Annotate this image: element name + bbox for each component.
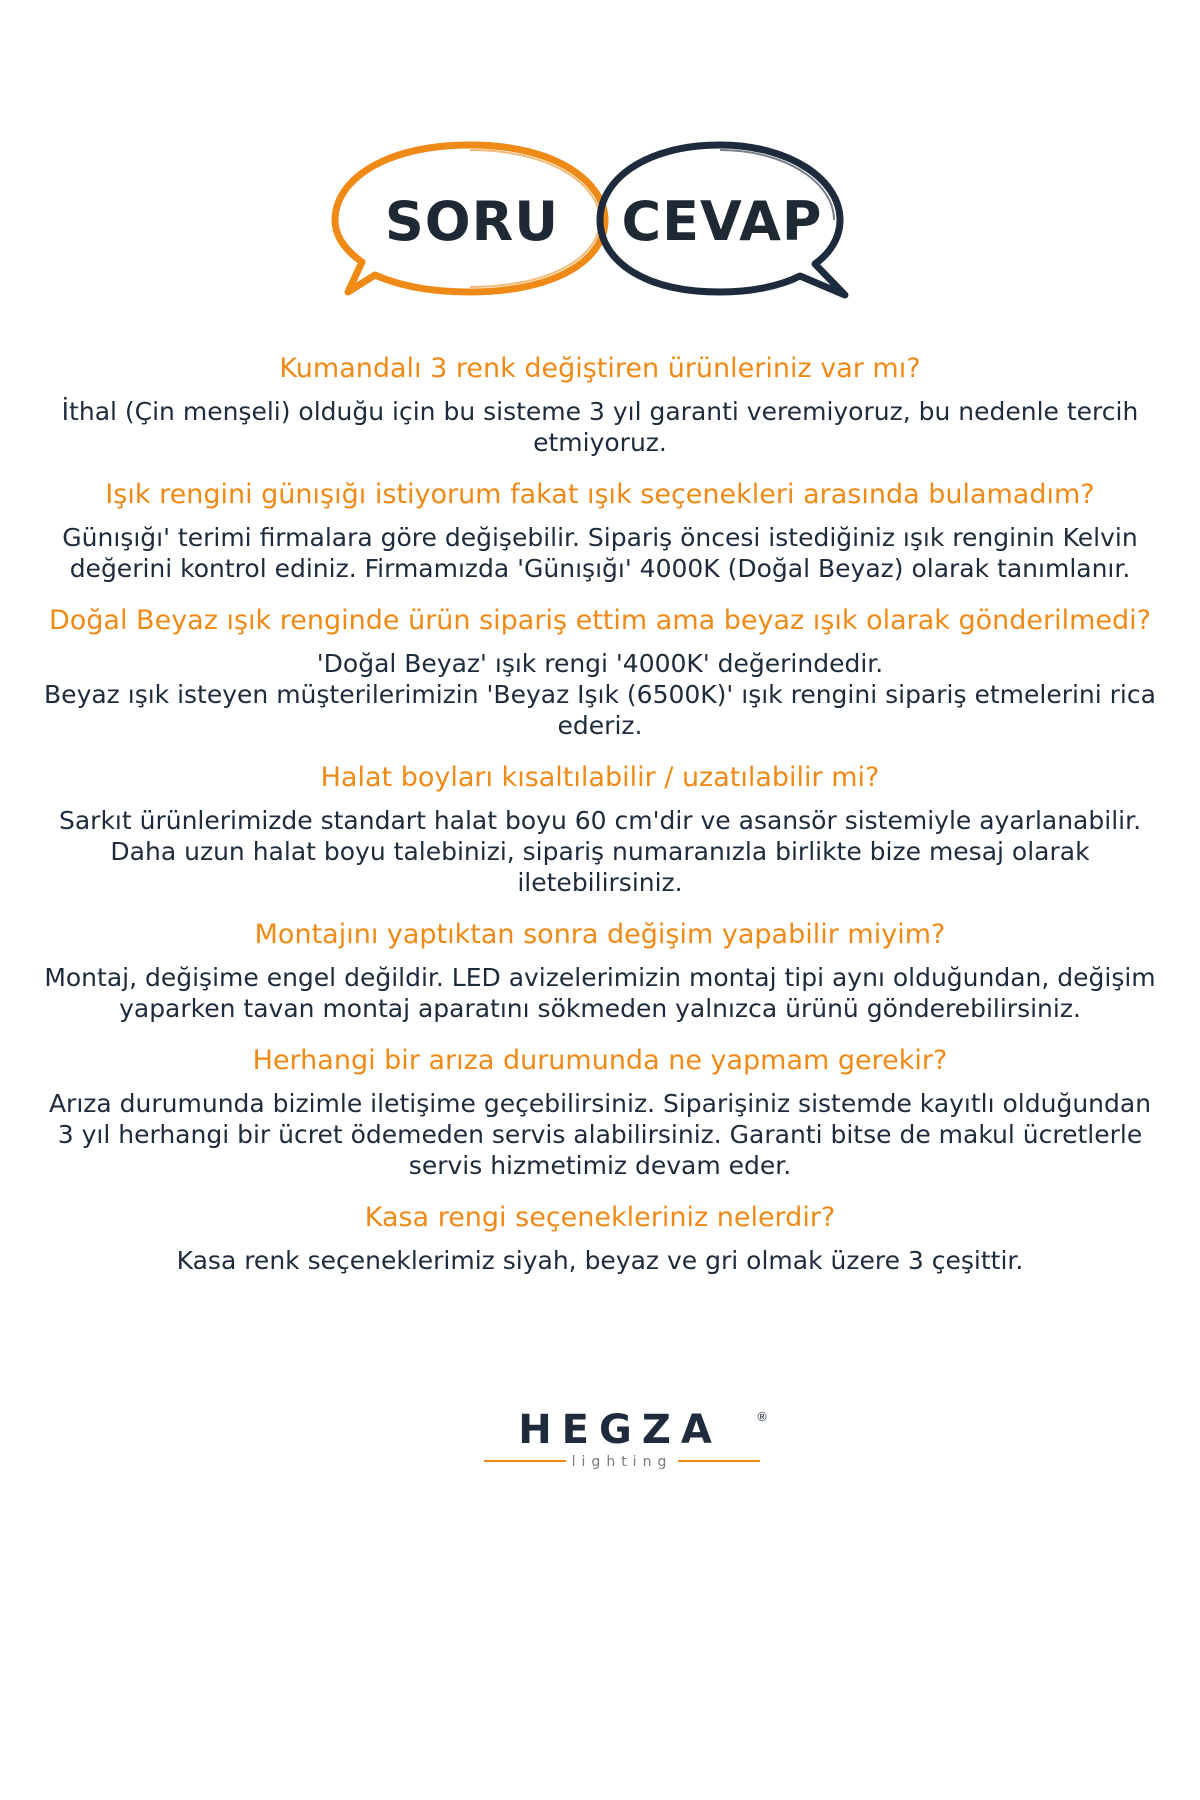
faq-answer-line: Sarkıt ürünlerimizde standart halat boyu 60 cm'dir ve asansör sistemiyle ayarlanabilir. Daha uzun halat boyu talebinizi, sipariş numaranızla birlikte bize mesaj olarak iletebilirsiniz.	[58, 806, 1142, 897]
faq-item	[20, 1044, 1180, 1181]
faq-question: Kasa rengi seçenekleriniz nelerdir?	[364, 1202, 836, 1233]
faq-answer-line: Günışığı' terimi firmalara göre değişebilir. Sipariş öncesi istediğiniz ışık renginin Kelvin değerini kontrol ediniz. Firmamızda 'Günışığı' 4000K (Doğal Beyaz) olarak tanımlanır.	[62, 523, 1138, 583]
faq-item	[20, 761, 1180, 898]
faq-item	[20, 604, 1180, 741]
faq-list	[20, 352, 1180, 1296]
faq-question: Işık rengini günışığı istiyorum fakat ışık seçenekleri arasında bulamadım?	[105, 479, 1095, 510]
faq-question: Herhangi bir arıza durumunda ne yapmam gerekir?	[252, 1045, 948, 1076]
faq-answer	[20, 962, 1180, 1024]
faq-answer-line: Montaj, değişime engel değildir. LED avizelerimizin montaj tipi aynı olduğundan, değişim yaparken tavan montaj aparatını sökmeden yalnızca ürünü gönderebilirsiniz.	[44, 963, 1156, 1023]
soru-bubble	[335, 145, 605, 292]
faq-item	[20, 1201, 1180, 1276]
faq-answer-line: 'Doğal Beyaz' ışık rengi '4000K' değerindedir.	[316, 649, 884, 678]
faq-question: Doğal Beyaz ışık renginde ürün sipariş ettim ama beyaz ışık olarak gönderilmedi?	[48, 605, 1152, 636]
logo-registered-mark: ®	[756, 1410, 768, 1424]
faq-answer-line: İthal (Çin menşeli) olduğu için bu sisteme 3 yıl garanti veremiyoruz, bu nedenle tercih etmiyoruz.	[61, 397, 1139, 457]
faq-answer-line: Kasa renk seçeneklerimiz siyah, beyaz ve gri olmak üzere 3 çeşittir.	[176, 1246, 1024, 1275]
faq-answer	[20, 522, 1180, 584]
faq-answer	[20, 805, 1180, 898]
logo-wordmark: HEGZA	[518, 1407, 722, 1453]
faq-answer-line: Beyaz ışık isteyen müşterilerimizin 'Beyaz Işık (6500K)' ışık rengini sipariş etmelerini rica ederiz.	[44, 680, 1156, 740]
faq-answer	[20, 1088, 1180, 1181]
faq-item	[20, 918, 1180, 1024]
soru-label: SORU	[384, 190, 560, 253]
faq-question: Montajını yaptıktan sonra değişim yapabilir miyim?	[254, 919, 946, 950]
faq-question: Kumandalı 3 renk değiştiren ürünleriniz var mı?	[279, 353, 921, 384]
cevap-label: CEVAP	[621, 190, 823, 253]
hegza-logo	[480, 1405, 768, 1475]
faq-answer-line: Arıza durumunda bizimle iletişime geçebilirsiniz. Siparişiniz sistemde kayıtlı olduğundan 3 yıl herhangi bir ücret ödemeden servis alabilirsiniz. Garanti bitse de makul ücretlerle servis hizmetimiz devam eder.	[48, 1089, 1152, 1180]
cevap-bubble	[600, 145, 845, 295]
faq-item	[20, 352, 1180, 458]
faq-answer	[20, 648, 1180, 741]
faq-item	[20, 478, 1180, 584]
faq-answer	[20, 396, 1180, 458]
soru-cevap-bubbles	[0, 0, 1200, 330]
faq-question: Halat boyları kısaltılabilir / uzatılabilir mi?	[320, 762, 880, 793]
logo-subtitle: lighting	[571, 1454, 673, 1470]
faq-answer	[20, 1245, 1180, 1276]
